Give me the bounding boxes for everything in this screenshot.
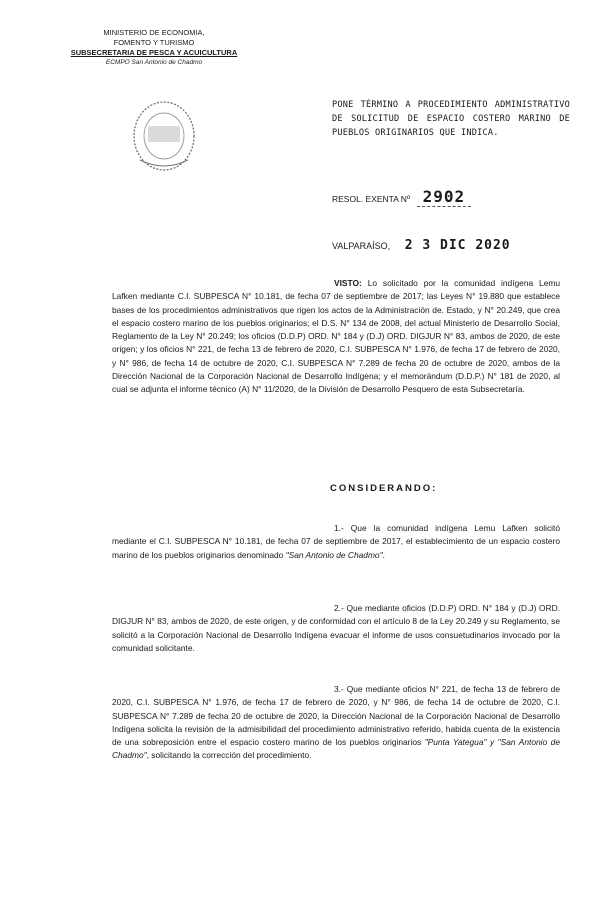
considerando-1-italic: "San Antonio de Chadmo" <box>285 549 383 560</box>
resolution-label: RESOL. EXENTA Nº <box>332 194 411 204</box>
header-line-1: MINISTERIO DE ECONOMIA, <box>103 28 205 37</box>
date-stamp: 2 3 DIC 2020 <box>404 238 511 253</box>
considerando-3-tail: , solicitando la corrección del procedimiento. <box>146 750 312 761</box>
ministry-header <box>54 28 254 68</box>
considerando-3-text: 3.- Que mediante oficios N° 221, de fecha 13 de febrero de 2020, C.I. SUBPESCA N° 1.976, de fecha 17 de febrero de 2020, y N° 986, de fecha 14 de octubre de 2020, C.I. SUBPESCA N° 7.289 de fecha 20 de octubre de 2020, la Dirección Nacional de la Corporación Nacional de Desarrollo Indígena solicita la revisión de la admisibilidad del procedimiento administrativo referido, habida cuenta de la existencia de una sobreposición entre el espacio costero marino de los pueblos originarios <box>112 684 560 748</box>
place: VALPARAÍSO, <box>332 241 391 251</box>
header-line-2: FOMENTO Y TURISMO <box>113 38 195 47</box>
considerando-1-text: 1.- Que la comunidad indígena Lemu Lafken solicitó mediante el C.I. SUBPESCA N° 10.181, de fecha 07 de septiembre de 2017, el establecimiento de un espacio costero marino de los pueblos originarios denominado <box>112 523 560 560</box>
resolution-number-line <box>332 187 471 206</box>
place-date-line <box>332 238 511 253</box>
official-seal-stamp <box>128 96 200 176</box>
visto-paragraph <box>112 277 560 397</box>
visto-text: Lo solicitado por la comunidad indígena Lemu Lafken mediante C.I. SUBPESCA N° 10.181, de fecha 07 de septiembre de 2017; las Leyes N° 19.880 que establece bases de los procedimientos administrativos que rigen los actos de la Administración de. Estado, y N° 20.249, que crea el espacio costero marino de los pueblos originarios; el D.S. N° 134 de 2008, del actual Ministerio de Desarrollo Social, Reglamento de la Ley N° 20.249; los oficios (D.D.P) ORD. N° 184 y (D.J) ORD. DIGJUR N° 83, ambos de 2020, de este origen; y los oficios N° 221, de fecha 13 de febrero de 2020, C.I. SUBPESCA N° 1.976, de fecha 17 de febrero de 2020, y N° 986, de fecha 14 de octubre de 2020, C.I. SUBPESCA N° 7.289 de fecha 20 de octubre de 2020, ambos de la Dirección Nacional de la Corporación Nacional de Desarrollo Indígena; y el memorándum (D.D.P.) N° 181 de 2020, al cual se adjunta el informe técnico (A) N° 11/2020, de la División de Desarrollo Pesquero de esta Subsecretaría. <box>112 278 560 395</box>
considerando-1 <box>112 522 560 562</box>
considerando-3-italic: "Punta Yategua" y "San Antonio de Chadmo" <box>112 737 560 761</box>
considerando-3 <box>112 683 560 763</box>
resolution-title: PONE TÉRMINO A PROCEDIMIENTO ADMINISTRATIVO DE SOLICITUD DE ESPACIO COSTERO MARINO DE PUEBLOS ORIGINARIOS QUE INDICA. <box>332 100 570 138</box>
visto-label: VISTO: <box>334 278 362 288</box>
considerando-1-tail: . <box>382 549 385 560</box>
resolution-number: 2902 <box>417 187 472 207</box>
considerando-heading: CONSIDERANDO: <box>330 483 438 494</box>
header-line-4: ECMPO San Antonio de Chadmo <box>105 59 203 66</box>
considerando-2-text: 2.- Que mediante oficios (D.D.P) ORD. N° 184 y (D.J) ORD. DIGJUR N° 83, ambos de 2020, de este origen, y de conformidad con el artículo 8 de la Ley 20.249 y su Reglamento, se solicitó a la Corporación Nacional de Desarrollo Indígena evacuar el informe de usos consuetudinarios invocado por la comunidad solicitante. <box>112 603 560 653</box>
considerando-2 <box>112 602 560 655</box>
header-line-3: SUBSECRETARIA DE PESCA Y ACUICULTURA <box>70 48 238 57</box>
